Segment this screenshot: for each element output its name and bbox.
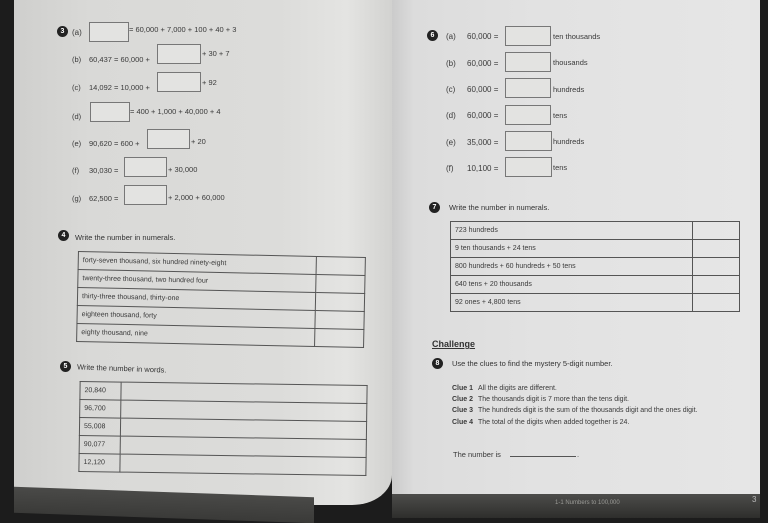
q6e-value: 35,000 = bbox=[467, 138, 499, 147]
challenge-heading: Challenge bbox=[432, 339, 476, 349]
q5-number-cell: 96,700 bbox=[80, 399, 121, 418]
q7-answer-cell[interactable] bbox=[693, 276, 740, 294]
page-number: 3 bbox=[752, 495, 757, 504]
q5-number-cell: 20,840 bbox=[80, 382, 121, 401]
q6d-answer-box[interactable] bbox=[505, 105, 551, 125]
question-6-badge: 6 bbox=[427, 30, 438, 41]
q7-answer-cell[interactable] bbox=[693, 222, 740, 240]
q7-answer-cell[interactable] bbox=[693, 258, 740, 276]
q5-instruction: Write the number in words. bbox=[76, 362, 167, 375]
q4-word-cell: eighty thousand, nine bbox=[77, 323, 315, 346]
q5-answer-cell[interactable] bbox=[120, 454, 366, 475]
q6a-label: (a) bbox=[446, 32, 456, 41]
q7-answer-cell[interactable] bbox=[693, 294, 740, 312]
q3f-answer-box[interactable] bbox=[124, 157, 167, 177]
q3c-expression-right: + 92 bbox=[202, 78, 217, 87]
q6f-answer-box[interactable] bbox=[505, 157, 552, 177]
q4-answer-cell[interactable] bbox=[315, 292, 364, 311]
clue-3-text: The hundreds digit is the sum of the thousands digit and the ones digit. bbox=[478, 407, 698, 414]
q4-instruction: Write the number in numerals. bbox=[75, 233, 176, 242]
q5-number-cell: 55,008 bbox=[79, 417, 120, 436]
q5-table bbox=[78, 381, 367, 476]
answer-prompt: The number is bbox=[453, 450, 501, 459]
q6e-unit: hundreds bbox=[553, 137, 585, 146]
q3g-expression-left: 62,500 = bbox=[89, 194, 119, 203]
clue-4-label: Clue 4 bbox=[452, 419, 474, 426]
q3b-expression-left: 60,437 = 60,000 + bbox=[89, 55, 150, 64]
q6c-answer-box[interactable] bbox=[505, 78, 551, 98]
q3g-label: (g) bbox=[72, 194, 82, 203]
q7-expression-cell: 640 tens + 20 thousands bbox=[451, 276, 693, 294]
q7-expression-cell: 92 ones + 4,800 tens bbox=[451, 294, 693, 312]
q4-answer-cell[interactable] bbox=[315, 328, 364, 347]
q3b-answer-box[interactable] bbox=[157, 44, 201, 64]
clue-4-text: The total of the digits when added together is 24. bbox=[478, 419, 630, 426]
q3g-answer-box[interactable] bbox=[124, 185, 167, 205]
q6e-answer-box[interactable] bbox=[505, 131, 552, 151]
table-row bbox=[451, 294, 740, 312]
q3c-label: (c) bbox=[72, 83, 81, 92]
q3e-expression-left: 90,620 = 600 + bbox=[89, 139, 140, 148]
table-row bbox=[79, 453, 366, 475]
question-5-badge: 5 bbox=[60, 361, 71, 372]
q8-instruction: Use the clues to find the mystery 5-digit number. bbox=[452, 359, 613, 368]
q4-answer-cell[interactable] bbox=[316, 256, 365, 275]
clue-1-text: All the digits are different. bbox=[478, 385, 557, 392]
q4-word-cell: eighteen thousand, forty bbox=[77, 305, 315, 328]
q4-table bbox=[76, 251, 366, 348]
clue-4 bbox=[452, 419, 629, 426]
q7-expression-cell: 800 hundreds + 60 hundreds + 50 tens bbox=[451, 258, 693, 276]
q7-expression-cell: 723 hundreds bbox=[451, 222, 693, 240]
q6b-label: (b) bbox=[446, 59, 456, 68]
q3f-label: (f) bbox=[72, 166, 80, 175]
q3c-expression-left: 14,092 = 10,000 + bbox=[89, 83, 150, 92]
q3d-expression: = 400 + 1,000 + 40,000 + 4 bbox=[130, 107, 221, 116]
clue-2-text: The thousands digit is 7 more than the tens digit. bbox=[478, 396, 629, 403]
q3a-label: (a) bbox=[72, 28, 82, 37]
q3b-label: (b) bbox=[72, 55, 82, 64]
clue-1-label: Clue 1 bbox=[452, 385, 474, 392]
q4-word-cell: twenty-three thousand, two hundred four bbox=[78, 270, 316, 293]
table-row bbox=[451, 276, 740, 294]
q7-instruction: Write the number in numerals. bbox=[449, 203, 550, 212]
table-row bbox=[451, 222, 740, 240]
q5-number-cell: 90,077 bbox=[79, 435, 120, 454]
question-8-badge: 8 bbox=[432, 358, 443, 369]
q6f-value: 10,100 = bbox=[467, 164, 499, 173]
q6b-unit: thousands bbox=[553, 58, 588, 67]
q6c-value: 60,000 = bbox=[467, 85, 499, 94]
question-4-badge: 4 bbox=[58, 230, 69, 241]
table-row bbox=[451, 240, 740, 258]
clue-1 bbox=[452, 385, 557, 392]
clue-2-label: Clue 2 bbox=[452, 396, 474, 403]
q6d-label: (d) bbox=[446, 111, 456, 120]
q3f-expression-right: + 30,000 bbox=[168, 165, 198, 174]
q4-word-cell: thirty-three thousand, thirty-one bbox=[77, 287, 315, 310]
chapter-title: 1-1 Numbers to 100,000 bbox=[555, 500, 620, 506]
table-row bbox=[451, 258, 740, 276]
q3a-answer-box[interactable] bbox=[89, 22, 129, 42]
question-3-badge: 3 bbox=[57, 26, 68, 37]
answer-period: . bbox=[577, 450, 580, 459]
q6a-value: 60,000 = bbox=[467, 32, 499, 41]
q3e-label: (e) bbox=[72, 139, 82, 148]
clue-3-label: Clue 3 bbox=[452, 407, 474, 414]
q3g-expression-right: + 2,000 + 60,000 bbox=[168, 193, 225, 202]
q6b-value: 60,000 = bbox=[467, 59, 499, 68]
q3c-answer-box[interactable] bbox=[157, 72, 201, 92]
q4-word-cell: forty-seven thousand, six hundred ninety-eight bbox=[78, 252, 316, 275]
q4-answer-cell[interactable] bbox=[316, 274, 365, 293]
q3d-label: (d) bbox=[72, 112, 82, 121]
q6f-label: (f) bbox=[446, 164, 454, 173]
q7-table bbox=[450, 221, 740, 312]
q3f-expression-left: 30,030 = bbox=[89, 166, 119, 175]
q3a-expression: = 60,000 + 7,000 + 100 + 40 + 3 bbox=[129, 25, 237, 34]
q7-answer-cell[interactable] bbox=[693, 240, 740, 258]
q6f-unit: tens bbox=[553, 163, 568, 172]
q6d-unit: tens bbox=[553, 111, 568, 120]
q4-answer-cell[interactable] bbox=[315, 310, 364, 329]
q6e-label: (e) bbox=[446, 138, 456, 147]
q3e-answer-box[interactable] bbox=[147, 129, 190, 149]
q3d-answer-box[interactable] bbox=[90, 102, 130, 122]
right-footer-bar bbox=[392, 494, 760, 518]
q6d-value: 60,000 = bbox=[467, 111, 499, 120]
q3b-expression-right: + 30 + 7 bbox=[202, 49, 230, 58]
q6b-answer-box[interactable] bbox=[505, 52, 551, 72]
q6c-label: (c) bbox=[446, 85, 456, 94]
question-7-badge: 7 bbox=[429, 202, 440, 213]
clue-3 bbox=[452, 407, 698, 414]
clue-2 bbox=[452, 396, 629, 403]
q5-number-cell: 12,120 bbox=[79, 453, 120, 472]
q6c-unit: hundreds bbox=[553, 85, 585, 94]
answer-blank[interactable] bbox=[510, 456, 576, 457]
q6a-unit: ten thousands bbox=[553, 32, 601, 41]
q7-expression-cell: 9 ten thousands + 24 tens bbox=[451, 240, 693, 258]
q6a-answer-box[interactable] bbox=[505, 26, 551, 46]
q3e-expression-right: + 20 bbox=[191, 137, 206, 146]
